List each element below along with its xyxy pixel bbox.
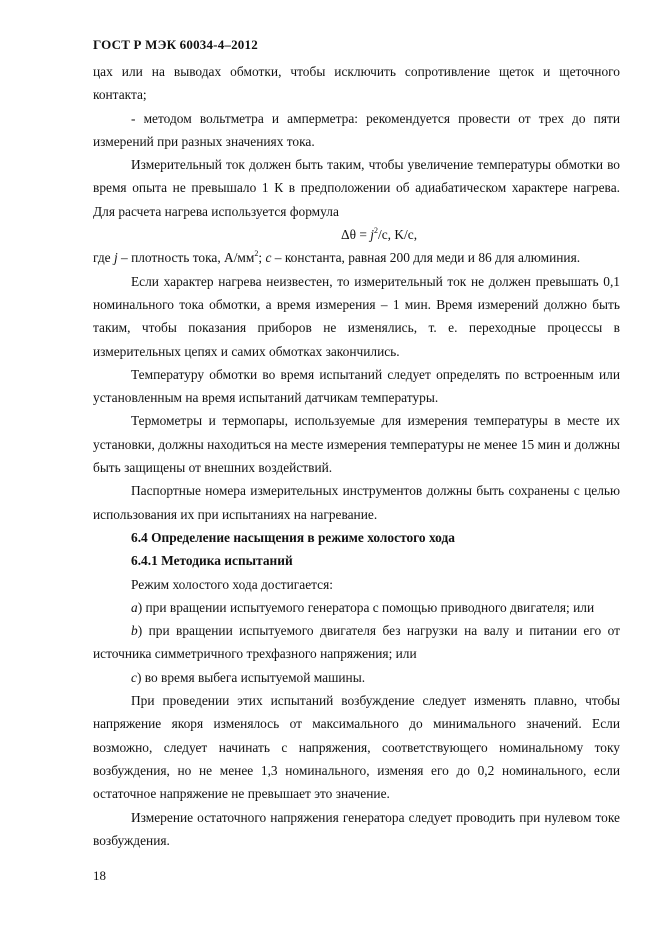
- paragraph: Измерительный ток должен быть таким, чтобы увеличение температуры обмотки во время опыта не превышало 1 К в предположении об адиабатическом характере нагрева. Для расчета нагрева используется формула: [93, 157, 620, 219]
- list-item: а) при вращении испытуемого генератора с помощью приводного двигателя; или: [131, 599, 595, 615]
- paragraph: Паспортные номера измерительных инструментов должны быть сохранены с целью использования их при испытаниях на нагревание.: [93, 483, 620, 522]
- list-item: с) во время выбега испытуемой машины.: [131, 669, 366, 685]
- subsection-heading: 6.4.1 Методика испытаний: [131, 553, 293, 569]
- page-number: 18: [93, 868, 106, 883]
- document-header: ГОСТ Р МЭК 60034-4–2012: [93, 37, 258, 52]
- paragraph: Температуру обмотки во время испытаний следует определять по встроенным или установленным на время испытаний датчикам температуры.: [93, 366, 620, 406]
- section-heading: 6.4 Определение насыщения в режиме холостого хода: [131, 529, 455, 545]
- formula: $\Delta\theta = j^2/c$, K/c,: [341, 226, 418, 243]
- paragraph: При проведении этих испытаний возбуждение следует изменять плавно, чтобы напряжение якоря изменялось от максимального до минимального значений. Если возможно, следует начинать с напряжения, соответствующего номинальному току возбуждения, но не менее 1,3 номинального, изменяя его до 0,2 номинального, если остаточное напряжение не превышает это значение.: [93, 693, 620, 802]
- paragraph: - методом вольтметра и амперметра: рекомендуется провести от трех до пяти измерений при разных значениях тока.: [93, 110, 620, 149]
- document-body: [93, 60, 620, 852]
- list-item: b) при вращении испытуемого двигателя без нагрузки на валу и питании его от источника симметричного трехфазного напряжения; или: [93, 623, 620, 662]
- paragraph: Режим холостого хода достигается:: [131, 576, 334, 592]
- formula-explanation: где j – плотность тока, $А/мм^2$; c – константа, равная 200 для меди и 86 для алюминия.: [93, 249, 581, 266]
- paragraph: цах или на выводах обмотки, чтобы исключить сопротивление щеток и щеточного контакта;: [93, 64, 620, 103]
- paragraph: Измерение остаточного напряжения генератора следует проводить при нулевом токе возбуждения.: [93, 809, 620, 848]
- paragraph: Термометры и термопары, используемые для измерения температуры в месте их установки, должны находиться на месте измерения температуры не менее 15 мин и должны быть защищены от внешних воздействий.: [93, 413, 620, 476]
- paragraph: Если характер нагрева неизвестен, то измерительный ток не должен превышать 0,1 номинального тока обмотки, а время измерения – 1 мин. Время измерений должно быть таким, чтобы показания приборов не изменялись, т. е. переходные процессы в измерительных цепях и самих обмотках закончились.: [93, 273, 620, 359]
